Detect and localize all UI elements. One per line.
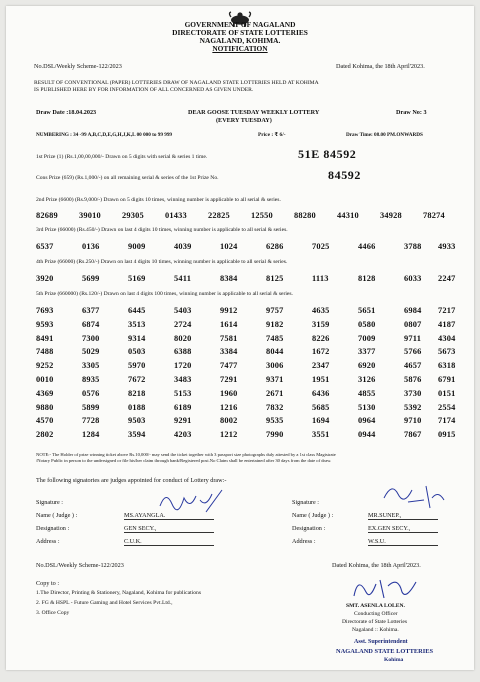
officer-signature-icon (346, 572, 426, 604)
fifth-prize-number: 1720 (174, 361, 192, 371)
fifth-prize-number: 9371 (266, 375, 284, 384)
fifth-prize-number: 9503 (128, 416, 146, 426)
judge2-designation: EX.GEN SECY., (368, 525, 438, 533)
fifth-prize-number: 6436 (312, 388, 330, 398)
judge2-name: MR.SUNEP., (368, 512, 438, 520)
fifth-prize-number: 5876 (404, 375, 422, 384)
judge2-address-label: Address : (292, 538, 316, 545)
fifth-prize-number: 3126 (358, 375, 376, 384)
fifth-prize-number: 0580 (358, 319, 376, 329)
fifth-prize-number: 3006 (266, 361, 284, 371)
judge1-designation: GEN SECY., (124, 525, 214, 533)
third-prize-number: 1024 (220, 242, 238, 251)
fifth-prize-number: 9314 (128, 333, 146, 343)
judge2-signature-label: Signature : (292, 499, 319, 506)
second-prize-numbers (6, 211, 474, 223)
copy-to-label: Copy to : (36, 580, 60, 587)
fifth-prize-number: 5392 (404, 402, 422, 412)
fifth-prize-number: 9880 (36, 402, 54, 412)
fifth-prize-number: 6920 (358, 361, 376, 371)
directorate-title: DIRECTORATE OF STATE LOTTERIES (172, 28, 308, 37)
fifth-prize-number: 7485 (266, 333, 284, 343)
fifth-prize-row (6, 361, 474, 373)
fifth-prize-number: 8044 (266, 347, 284, 357)
fifth-prize-number: 7217 (438, 306, 456, 315)
fourth-prize-number: 8125 (266, 274, 284, 283)
lottery-frequency: (EVERY TUESDAY) (216, 117, 272, 124)
fifth-prize-number: 5766 (404, 347, 422, 357)
fifth-prize-number: 9593 (36, 319, 54, 329)
third-prize-number: 6537 (36, 242, 54, 251)
fifth-prize-row (6, 306, 474, 318)
fifth-prize-number: 3730 (404, 388, 422, 398)
fifth-prize-row (6, 416, 474, 428)
judge1-name: MS.AYANGLA. (124, 512, 214, 520)
judge1-address-label: Address : (36, 538, 60, 545)
judge2-designation-label: Designation : (292, 525, 326, 532)
officer-name: SMT. ASENLA LOLEN. (346, 603, 405, 609)
fifth-prize-number: 5970 (128, 361, 146, 371)
fifth-prize-number: 3483 (174, 375, 192, 384)
fifth-prize-number: 6984 (404, 306, 422, 315)
fifth-prize-number: 2554 (438, 402, 456, 412)
fifth-prize-number: 8218 (128, 388, 146, 398)
fourth-prize-number: 1113 (312, 274, 329, 283)
fifth-prize-number: 5403 (174, 306, 192, 315)
fifth-prize-number: 4635 (312, 306, 330, 315)
officer-title-3: Nagaland :: Kohima. (352, 627, 399, 633)
fifth-prize-number: 0576 (82, 388, 100, 398)
lottery-name: DEAR GOOSE TUESDAY WEEKLY LOTTERY (188, 109, 320, 116)
dated-text: Dated Kohima, the 18th April'2023. (336, 63, 425, 70)
officer-title-2: Directorate of State Lotteries (342, 619, 408, 625)
second-prize-number: 39010 (79, 211, 101, 220)
second-prize-number: 22825 (208, 211, 230, 220)
fifth-prize-number: 3384 (220, 347, 238, 357)
fifth-prize-number: 0944 (358, 430, 376, 440)
second-prize-number: 82689 (36, 211, 58, 220)
fifth-prize-number: 1212 (220, 430, 238, 440)
fifth-prize-number: 3305 (82, 361, 100, 371)
fifth-prize-number: 1284 (82, 430, 100, 440)
fifth-prize-number: 9710 (404, 416, 422, 426)
fifth-prize-number: 8226 (312, 333, 330, 343)
fifth-prize-number: 2347 (312, 361, 330, 371)
judge2-signature-icon (378, 480, 448, 512)
fifth-prize-number: 2802 (36, 430, 54, 440)
fifth-prize-number: 8491 (36, 333, 54, 343)
fifth-prize-number: 7477 (220, 361, 238, 371)
fourth-prize-numbers (6, 274, 474, 286)
fifth-prize-number: 3513 (128, 319, 146, 329)
third-prize-number: 4039 (174, 242, 192, 251)
fifth-prize-number: 7832 (266, 402, 284, 412)
fifth-prize-number: 1614 (220, 319, 238, 329)
draw-date: Draw Date :18.04.2023 (36, 109, 97, 116)
fifth-prize-number: 0915 (438, 430, 456, 440)
judge1-name-label: Name ( Judge ) : (36, 512, 78, 519)
fifth-prize-number: 0010 (36, 375, 54, 384)
fourth-prize-number: 5411 (174, 274, 192, 283)
fifth-prize-row (6, 403, 474, 415)
stamp-line-3: Kohima (384, 657, 404, 663)
fifth-prize-number: 6445 (128, 306, 146, 315)
fifth-prize-number: 7990 (266, 430, 284, 440)
fifth-prize-number: 4304 (438, 333, 456, 343)
second-prize-number: 34928 (380, 211, 402, 220)
third-prize-number: 4466 (358, 242, 376, 251)
fifth-prize-number: 7728 (82, 416, 100, 426)
fifth-prize-number: 9711 (404, 333, 422, 343)
fifth-prize-text: 5th Prize (660000) (Rs.120/-) Drawn on last 4 digits 100 times, winning number is applicable to all serial & series. (36, 291, 293, 297)
judge1-signature-label: Signature : (36, 499, 63, 506)
stamp-line-1: Asst. Superintendent (354, 639, 408, 645)
third-prize-number: 0136 (82, 242, 100, 251)
fifth-prize-number: 0807 (404, 319, 422, 329)
fifth-prize-number: 8020 (174, 333, 192, 343)
copy-item-1: 1.The Director, Printing & Stationery, Nagaland, Kohima for publications (36, 590, 202, 596)
fifth-prize-number: 3377 (358, 347, 376, 357)
fifth-prize-number: 7174 (438, 416, 456, 426)
stamp-line-2: NAGALAND STATE LOTTERIES (336, 648, 434, 655)
fifth-prize-number: 1951 (312, 375, 330, 384)
third-prize-numbers (6, 242, 474, 254)
fourth-prize-number: 3920 (36, 274, 54, 283)
fifth-prize-number: 1672 (312, 347, 330, 357)
fifth-prize-number: 6318 (438, 361, 456, 371)
first-prize-text: 1st Prize (1) (Rs.1,00,00,000/- Drawn on 5 digits with serial & series 1 time. (36, 154, 208, 160)
govt-title: GOVERNMENT OF NAGALAND (184, 20, 296, 29)
second-prize-number: 01433 (165, 211, 187, 220)
fifth-prize-number: 9291 (174, 416, 192, 426)
fifth-prize-row (6, 320, 474, 332)
fifth-prize-number: 3551 (312, 430, 330, 440)
fifth-prize-number: 4855 (358, 388, 376, 398)
fifth-prize-number: 8002 (220, 416, 238, 426)
fourth-prize-number: 5699 (82, 274, 100, 283)
fifth-prize-row (6, 375, 474, 387)
dated-text-2: Dated Kohima, the 18th April'2023. (332, 562, 421, 569)
judge2-name-label: Name ( Judge ) : (292, 512, 334, 519)
fourth-prize-text: 4th Prize (66000) (Rs.250/-) Drawn on last 4 digits 10 times, winning number is applicable to all serial & series. (36, 259, 288, 265)
judges-intro: The following signatories are judges appointed for conduct of Lottery draw:- (36, 477, 227, 484)
fifth-prize-number: 9252 (36, 361, 54, 371)
third-prize-number: 9009 (128, 242, 146, 251)
second-prize-number: 29305 (122, 211, 144, 220)
notification-page (6, 6, 474, 670)
fifth-prize-number: 7693 (36, 306, 54, 315)
cons-prize-text: Cons Prize (659) (Rs.1,000/-) on all remaining serial & series of the 1st Prize No. (36, 175, 219, 181)
fifth-prize-number: 5153 (174, 388, 192, 398)
fifth-prize-number: 6377 (82, 306, 100, 315)
fifth-prize-number: 9757 (266, 306, 284, 315)
fifth-prize-row (6, 430, 474, 442)
fifth-prize-number: 5651 (358, 306, 376, 315)
fifth-prize-number: 6874 (82, 319, 100, 329)
third-prize-text: 3rd Prize (66000) (Rs.450/-) Drawn on last 4 digits 10 times, winning number is applicable to all serial & series. (36, 227, 288, 233)
note-line-2: /Notary Public in person to the undersigned or file his/her claim through bank/Registered post.No Claim shall be entertained after 30 days from the date of draw. (36, 458, 332, 463)
fifth-prize-row (6, 347, 474, 359)
fourth-prize-number: 6033 (404, 274, 422, 283)
fifth-prize-number: 7291 (220, 375, 238, 384)
cons-prize-number: 84592 (328, 168, 361, 182)
fifth-prize-number: 4187 (438, 319, 456, 329)
notification-title: NOTIFICATION (212, 44, 268, 53)
draw-number: Draw No: 3 (396, 109, 427, 116)
judge1-designation-label: Designation : (36, 525, 70, 532)
third-prize-number: 7025 (312, 242, 330, 251)
third-prize-number: 6286 (266, 242, 284, 251)
fifth-prize-row (6, 389, 474, 401)
fifth-prize-number: 8935 (82, 375, 100, 384)
fifth-prize-number: 9535 (266, 416, 284, 426)
fifth-prize-number: 3159 (312, 319, 330, 329)
second-prize-number: 12550 (251, 211, 273, 220)
judge1-address: C.U.K. (124, 538, 214, 546)
ticket-price: Price : ₹ 6/- (258, 132, 286, 138)
officer-title-1: Conducting Officer (354, 611, 398, 617)
fifth-prize-number: 4203 (174, 430, 192, 440)
copy-item-2: 2. FG & HSPL - Future Gaming and Hotel Services Pvt.Ltd., (36, 600, 173, 606)
second-prize-number: 78274 (423, 211, 445, 220)
fifth-prize-row (6, 334, 474, 346)
fifth-prize-number: 6791 (438, 375, 456, 384)
location-title: NAGALAND, KOHIMA. (199, 36, 281, 45)
fifth-prize-number: 6388 (174, 347, 192, 357)
fifth-prize-number: 2671 (266, 388, 284, 398)
first-prize-number: 51E 84592 (298, 147, 357, 161)
fifth-prize-number: 1694 (312, 416, 330, 426)
fifth-prize-number: 1216 (220, 402, 238, 412)
fifth-prize-number: 2724 (174, 319, 192, 329)
fifth-prize-number: 5899 (82, 402, 100, 412)
third-prize-number: 4933 (438, 242, 456, 251)
fifth-prize-number: 5130 (358, 402, 376, 412)
fourth-prize-number: 8384 (220, 274, 238, 283)
copy-item-3: 3. Office Copy (36, 610, 70, 616)
judge1-signature-icon (156, 486, 226, 516)
fifth-prize-number: 4570 (36, 416, 54, 426)
judge2-address: W.S.U. (368, 538, 438, 546)
fifth-prize-number: 6189 (174, 402, 192, 412)
fifth-prize-number: 0503 (128, 347, 146, 357)
reference-number: No.DSL/Weekly Scheme-122/2023 (34, 63, 122, 70)
fifth-prize-number: 5029 (82, 347, 100, 357)
fifth-prize-number: 0151 (438, 388, 456, 398)
intro-line-1: RESULT OF CONVENTIONAL (PAPER) LOTTERIES DRAW OF NAGALAND STATE LOTTERIES HELD AT KOHIMA (34, 80, 319, 86)
fifth-prize-number: 5685 (312, 402, 330, 412)
note-line-1: NOTE:- The Holder of prize winning ticket above Rs.10,000/- may send the ticket together with 3 passport size photographs duly attested by a 1st class Magistrate (36, 452, 336, 457)
fourth-prize-number: 8128 (358, 274, 376, 283)
fifth-prize-number: 0964 (358, 416, 376, 426)
fourth-prize-number: 2247 (438, 274, 456, 283)
fifth-prize-number: 0188 (128, 402, 146, 412)
second-prize-number: 88280 (294, 211, 316, 220)
intro-line-2: IS PUBLISHED HERE BY FOR INFORMATION OF ALL CONCERNED AS GIVEN UNDER. (34, 87, 254, 93)
fifth-prize-number: 4657 (404, 361, 422, 371)
second-prize-number: 44310 (337, 211, 359, 220)
draw-time: Draw Time: 08.00 PM.ONWARDS (346, 132, 423, 138)
numbering-text: NUMBERING : 34 -99 A,B,C,D,E,G,H,J,K,L 00 000 to 99 999 (36, 132, 173, 138)
fifth-prize-number: 4369 (36, 388, 54, 398)
fifth-prize-number: 7581 (220, 333, 238, 343)
fifth-prize-number: 7672 (128, 375, 146, 384)
reference-number-2: No.DSL/Weekly Scheme-122/2023 (36, 562, 124, 569)
second-prize-text: 2nd Prize (6600) (Rs.9,000/-) Drawn on 5 digits 10 times, winning number is applicable to all serial & series. (36, 197, 281, 203)
third-prize-number: 3788 (404, 242, 422, 251)
fifth-prize-number: 9182 (266, 319, 284, 329)
fifth-prize-number: 9912 (220, 306, 238, 315)
fourth-prize-number: 5169 (128, 274, 146, 283)
fifth-prize-number: 7867 (404, 430, 422, 440)
fifth-prize-number: 3594 (128, 430, 146, 440)
fifth-prize-number: 1960 (220, 388, 238, 398)
fifth-prize-number: 5673 (438, 347, 456, 357)
fifth-prize-number: 7300 (82, 333, 100, 343)
fifth-prize-number: 7009 (358, 333, 376, 343)
fifth-prize-number: 7488 (36, 347, 54, 357)
